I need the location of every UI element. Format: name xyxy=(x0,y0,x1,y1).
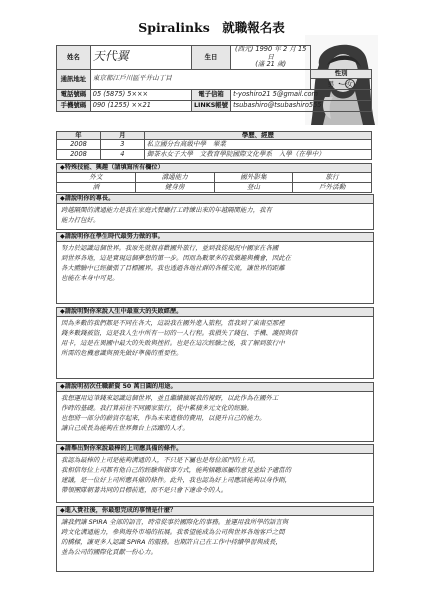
answer-line: 到世界各地，這是實現這個夢想的第一步。因而為數眾多的我樂趣與機會，因此在 xyxy=(61,253,292,262)
skill-cell[interactable]: 酒 xyxy=(57,183,136,193)
gender-field[interactable] xyxy=(311,78,372,89)
skill-cell[interactable]: 國外影集 xyxy=(214,173,293,183)
skills-table xyxy=(56,163,372,193)
answer-line: 並為公司的國際化貢獻一份心力。 xyxy=(61,547,157,556)
answer-line: 讓自己成長為能夠在世界舞台上活躍的人才。 xyxy=(61,423,189,432)
answer-line: 我相信每位上司都有他自己的經驗與做事方式，能夠傾聽部屬的意見並給予適當的 xyxy=(61,465,292,474)
phone-label: 電話號碼 xyxy=(57,89,91,100)
answer-line: 能力打包好。 xyxy=(61,215,100,224)
name-field[interactable]: 天代翼 xyxy=(90,46,191,70)
gender-female-selected: 女 xyxy=(346,79,353,88)
answer-line: 我認為最棒的上司是能夠溝通的人，不只是下屬也是每位部門的上司。 xyxy=(61,456,260,464)
answer-line: 的橋樑，讓更多人認識 SPIRA 的服務。也期許自己在工作中持續學習與成長， xyxy=(61,537,282,546)
skill-cell[interactable]: 戶外活動 xyxy=(293,183,372,193)
section-student-effort xyxy=(56,232,374,304)
section-salary-use-answer[interactable] xyxy=(57,392,373,436)
section-salary-use-header: ◆請說明初次任職薪資 50 萬日圓的用途。 xyxy=(57,383,373,392)
section-specialty xyxy=(56,194,374,230)
dob-value: (西元) 1990 年 2 月 15 日 xyxy=(234,45,307,61)
name-label: 姓名 xyxy=(57,46,91,70)
answer-line: 錢多數錢被盜，這是我人生中所有一切的一人行程。我損失了錢包、手機、護照與信 xyxy=(61,328,298,337)
history-text-cell[interactable]: 御茶水女子大學 文教育學院國際文化學系 入學（在學中） xyxy=(144,150,371,160)
dob-label: 生日 xyxy=(191,46,230,70)
answer-line: 所需的危機意識與預先做好準備的重要性。 xyxy=(61,348,183,357)
photo-spacer xyxy=(311,46,372,70)
phone-field[interactable]: 05 (5875) 5××× xyxy=(90,89,191,100)
history-month-cell[interactable]: 3 xyxy=(100,140,144,150)
answer-line: 建議，是一位好上司所應具備的條件。此外，我也認為好上司應該能夠以身作則， xyxy=(61,475,292,484)
section-failure xyxy=(56,307,374,379)
answer-line: 我想運用這筆錢來認識這個世界，並且繼續擴展我的視野，以此作為在國外工 xyxy=(61,394,279,402)
answer-line: 帶領團隊朝著共同的目標前進，而不是只會下達命令的人。 xyxy=(61,485,228,494)
mobile-field[interactable]: 090 (1255) ××21 xyxy=(90,100,191,111)
links-field[interactable]: tsubashiro@tsubashiro555 xyxy=(231,100,372,111)
skill-cell[interactable]: 溝通能力 xyxy=(135,173,214,183)
answer-line: 跨文化溝通能力，參與海外市場的拓展。我希望能成為公司與世界各地客戶之間 xyxy=(61,527,285,536)
gender-separator: ・ xyxy=(336,79,343,88)
history-month-cell[interactable]: 4 xyxy=(100,150,144,160)
answer-line: 各大體驗中已經擴張了目標國界。我也透過各地社群的各種交流，讓世界的距離 xyxy=(61,263,285,272)
history-year-header: 年 xyxy=(57,132,101,140)
skill-cell[interactable]: 登山 xyxy=(214,183,293,193)
section-goal xyxy=(56,506,374,572)
section-goal-answer[interactable] xyxy=(57,516,373,560)
dob-field[interactable] xyxy=(231,46,311,70)
answer-line: 也能在本身中可見。 xyxy=(61,273,119,282)
skill-cell[interactable]: 旅行 xyxy=(293,173,372,183)
answer-line: 作時的基礎。我打算前往不同國家旅行，從中累積多元文化的經驗。 xyxy=(61,403,253,412)
history-text-cell[interactable]: 私立國分台高級中學 畢業 xyxy=(144,140,371,150)
section-best-boss xyxy=(56,444,374,503)
age-value: (滿 21 歲) xyxy=(255,60,287,69)
history-year-cell[interactable]: 2008 xyxy=(57,150,101,160)
gender-label: 性別 xyxy=(311,69,372,78)
answer-line: 用卡，這是在異國中最大的失敗與挫折。也是在這次經驗之後，我了解到旅行中 xyxy=(61,338,285,347)
answer-line: 讓我們讓 SPIRA 全部的語言，時常從事於國際化的事務。並運用我所學的語言與 xyxy=(61,518,289,526)
history-text-header: 學歷、經歷 xyxy=(144,132,371,140)
email-label: 電子信箱 xyxy=(191,89,230,100)
answer-line: 因為多數的我們都是不同在各大，這說我在國外進入旅程，當我到了東南亞那裡 xyxy=(61,319,285,327)
section-failure-answer[interactable] xyxy=(57,317,373,361)
form-title: Spiralinks 就職報名表 xyxy=(138,20,285,35)
section-specialty-answer[interactable] xyxy=(57,204,373,228)
section-student-effort-header: ◆請說明你在學生時代最努力做的事。 xyxy=(57,233,373,242)
answer-line: 跨越隔閡的溝通能力是我在家庭式餐廳打工時練出來的年越隔閡能力，我有 xyxy=(61,206,272,214)
skills-header: ◆特殊技能、興趣（請填寫所有欄位） xyxy=(57,164,372,173)
answer-line: 也想將一部分的薪資存起來，作為未來進修的費用，以提升自己的能力。 xyxy=(61,413,266,422)
links-label: LINKS帳號 xyxy=(191,100,230,111)
history-month-header: 月 xyxy=(100,132,144,140)
section-specialty-header: ◆請說明你的專長。 xyxy=(57,195,373,204)
email-field[interactable]: t-yoshiro21 5@gmail.com xyxy=(231,89,372,100)
gender-male: 男 xyxy=(327,79,335,88)
section-salary-use xyxy=(56,382,374,442)
skill-cell[interactable]: 外文 xyxy=(57,173,136,183)
address-label: 通訊地址 xyxy=(57,69,91,89)
section-goal-header: ◆進入貴社後，你最想完成的事情是什麼？ xyxy=(57,507,373,516)
history-table xyxy=(56,131,372,160)
mobile-label: 手機號碼 xyxy=(57,100,91,111)
skill-cell[interactable]: 健身房 xyxy=(135,183,214,193)
section-best-boss-answer[interactable] xyxy=(57,454,373,498)
section-student-effort-answer[interactable] xyxy=(57,242,373,286)
section-best-boss-header: ◆請舉出對你來說最棒的上司應具備的條件。 xyxy=(57,445,373,454)
section-failure-header: ◆請說明對你來說人生中最重大的失敗經歷。 xyxy=(57,308,373,317)
personal-info-table xyxy=(56,45,372,112)
answer-line: 努力於認識這個世界。我原先就很喜歡國外旅行，並到我從現況中國家在各國 xyxy=(61,244,279,252)
address-field[interactable]: 東京都江戶川區平井山丁目 xyxy=(90,69,311,89)
history-year-cell[interactable]: 2008 xyxy=(57,140,101,150)
